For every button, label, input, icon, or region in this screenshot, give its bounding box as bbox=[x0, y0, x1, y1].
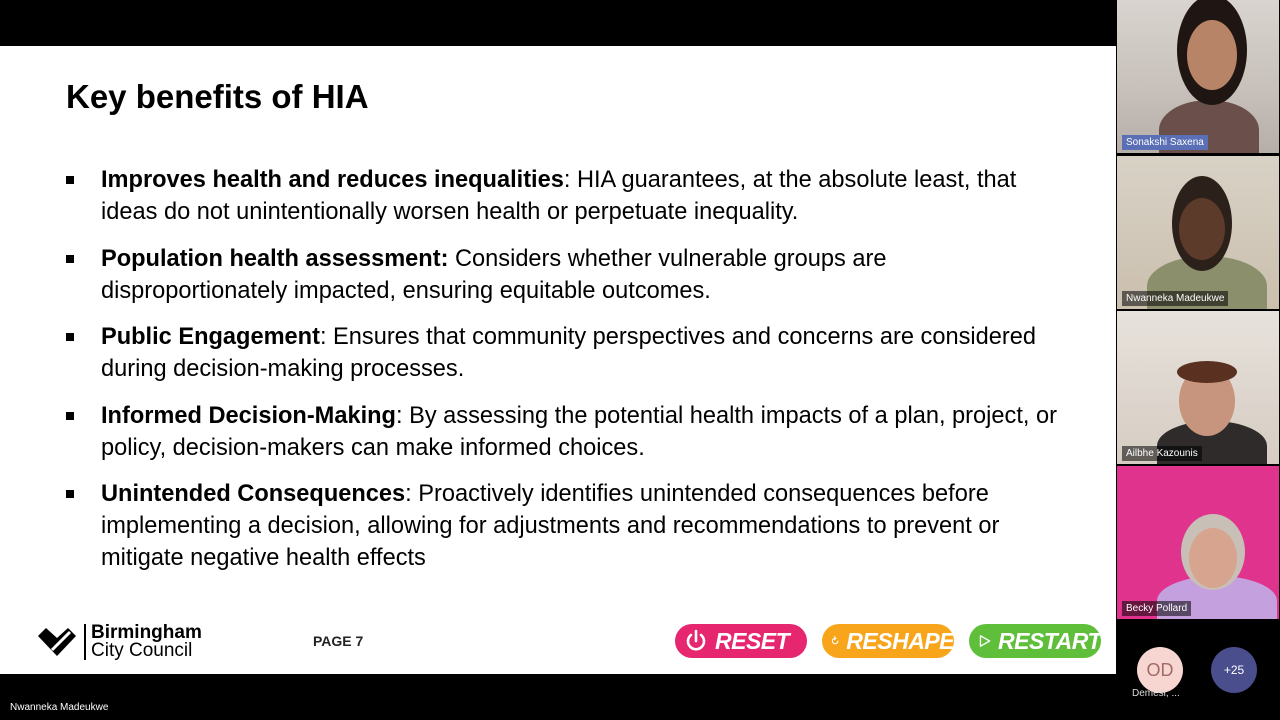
participants-panel bbox=[1116, 0, 1280, 720]
logo-text bbox=[91, 624, 202, 660]
participant-overflow-row bbox=[1116, 630, 1280, 720]
page-number: PAGE 7 bbox=[313, 633, 364, 649]
participant-name: Nwanneka Madeukwe bbox=[1122, 291, 1228, 306]
participant-hair bbox=[1177, 361, 1237, 383]
logo-line-2: City Council bbox=[91, 640, 193, 661]
bullet-item bbox=[66, 243, 1066, 307]
bullet-item bbox=[66, 164, 1066, 228]
more-participants-button[interactable]: +25 bbox=[1211, 647, 1257, 693]
heart-logo-icon bbox=[36, 626, 78, 658]
bullet-item bbox=[66, 400, 1066, 464]
active-speaker-label: Nwanneka Madeukwe bbox=[10, 702, 109, 713]
participant-face-skin bbox=[1179, 198, 1225, 260]
participant-name: Becky Pollard bbox=[1122, 601, 1191, 616]
restart-badge bbox=[969, 624, 1101, 658]
bullet-text: : Ensures that community perspectives and concerns are considered during decision-making processes. bbox=[101, 324, 1036, 383]
bullet-item bbox=[66, 478, 1066, 574]
refresh-icon bbox=[830, 628, 840, 654]
play-icon bbox=[977, 628, 992, 654]
restart-label: RESTART bbox=[998, 627, 1101, 654]
slide-title: Key benefits of HIA bbox=[66, 78, 369, 115]
bullet-text: : HIA guarantees, at the absolute least, that ideas do not unintentionally worsen health or perpetuate inequality. bbox=[101, 167, 1017, 225]
participant-name: Ailbhe Kazounis bbox=[1122, 446, 1202, 461]
bullet-term: Population health assessment: bbox=[101, 245, 449, 272]
participant-video-tile[interactable] bbox=[1117, 466, 1279, 619]
bullet-item bbox=[66, 321, 1066, 385]
bullet-marker-icon bbox=[66, 333, 74, 341]
participant-video-tile[interactable] bbox=[1117, 0, 1279, 153]
bullet-marker-icon bbox=[66, 412, 74, 420]
birmingham-city-council-logo bbox=[36, 624, 202, 660]
slide-footer bbox=[0, 616, 1116, 674]
bullet-marker-icon bbox=[66, 176, 74, 184]
logo-line-1: Birmingham bbox=[91, 622, 202, 643]
bullet-term: Informed Decision-Making bbox=[101, 402, 396, 429]
participant-avatar-name: Demesi, ... bbox=[1132, 688, 1180, 699]
bullet-marker-icon bbox=[66, 490, 74, 498]
bullet-marker-icon bbox=[66, 255, 74, 263]
bullet-text: : By assessing the potential health impacts of a plan, project, or policy, decision-makers can make informed choices. bbox=[101, 402, 1057, 461]
bullet-term: Improves health and reduces inequalities bbox=[101, 167, 564, 193]
participant-name: Sonakshi Saxena bbox=[1122, 135, 1208, 150]
reshape-label: RESHAPE bbox=[846, 627, 954, 654]
participant-video-tile[interactable] bbox=[1117, 156, 1279, 309]
reshape-badge bbox=[822, 624, 954, 658]
participant-avatar[interactable]: OD bbox=[1137, 647, 1183, 693]
reset-badge bbox=[675, 624, 807, 658]
bullet-term: Unintended Consequences bbox=[101, 481, 406, 508]
participant-face bbox=[1189, 528, 1237, 588]
participant-video-tile[interactable] bbox=[1117, 311, 1279, 464]
bullet-term: Public Engagement bbox=[101, 324, 320, 351]
bullet-text: Considers whether vulnerable groups are disproportionately impacted, ensuring equitable outcomes. bbox=[101, 245, 887, 304]
reset-label: RESET bbox=[715, 627, 790, 654]
power-icon bbox=[683, 628, 709, 654]
shared-slide bbox=[0, 46, 1116, 674]
bullet-list bbox=[66, 164, 1066, 589]
logo-divider bbox=[84, 624, 86, 660]
bullet-text: : Proactively identifies unintended consequences before implementing a decision, allowing for adjustments and recommendations to prevent or mitigate negative health effects bbox=[101, 481, 1000, 572]
participant-face-skin bbox=[1187, 20, 1237, 90]
